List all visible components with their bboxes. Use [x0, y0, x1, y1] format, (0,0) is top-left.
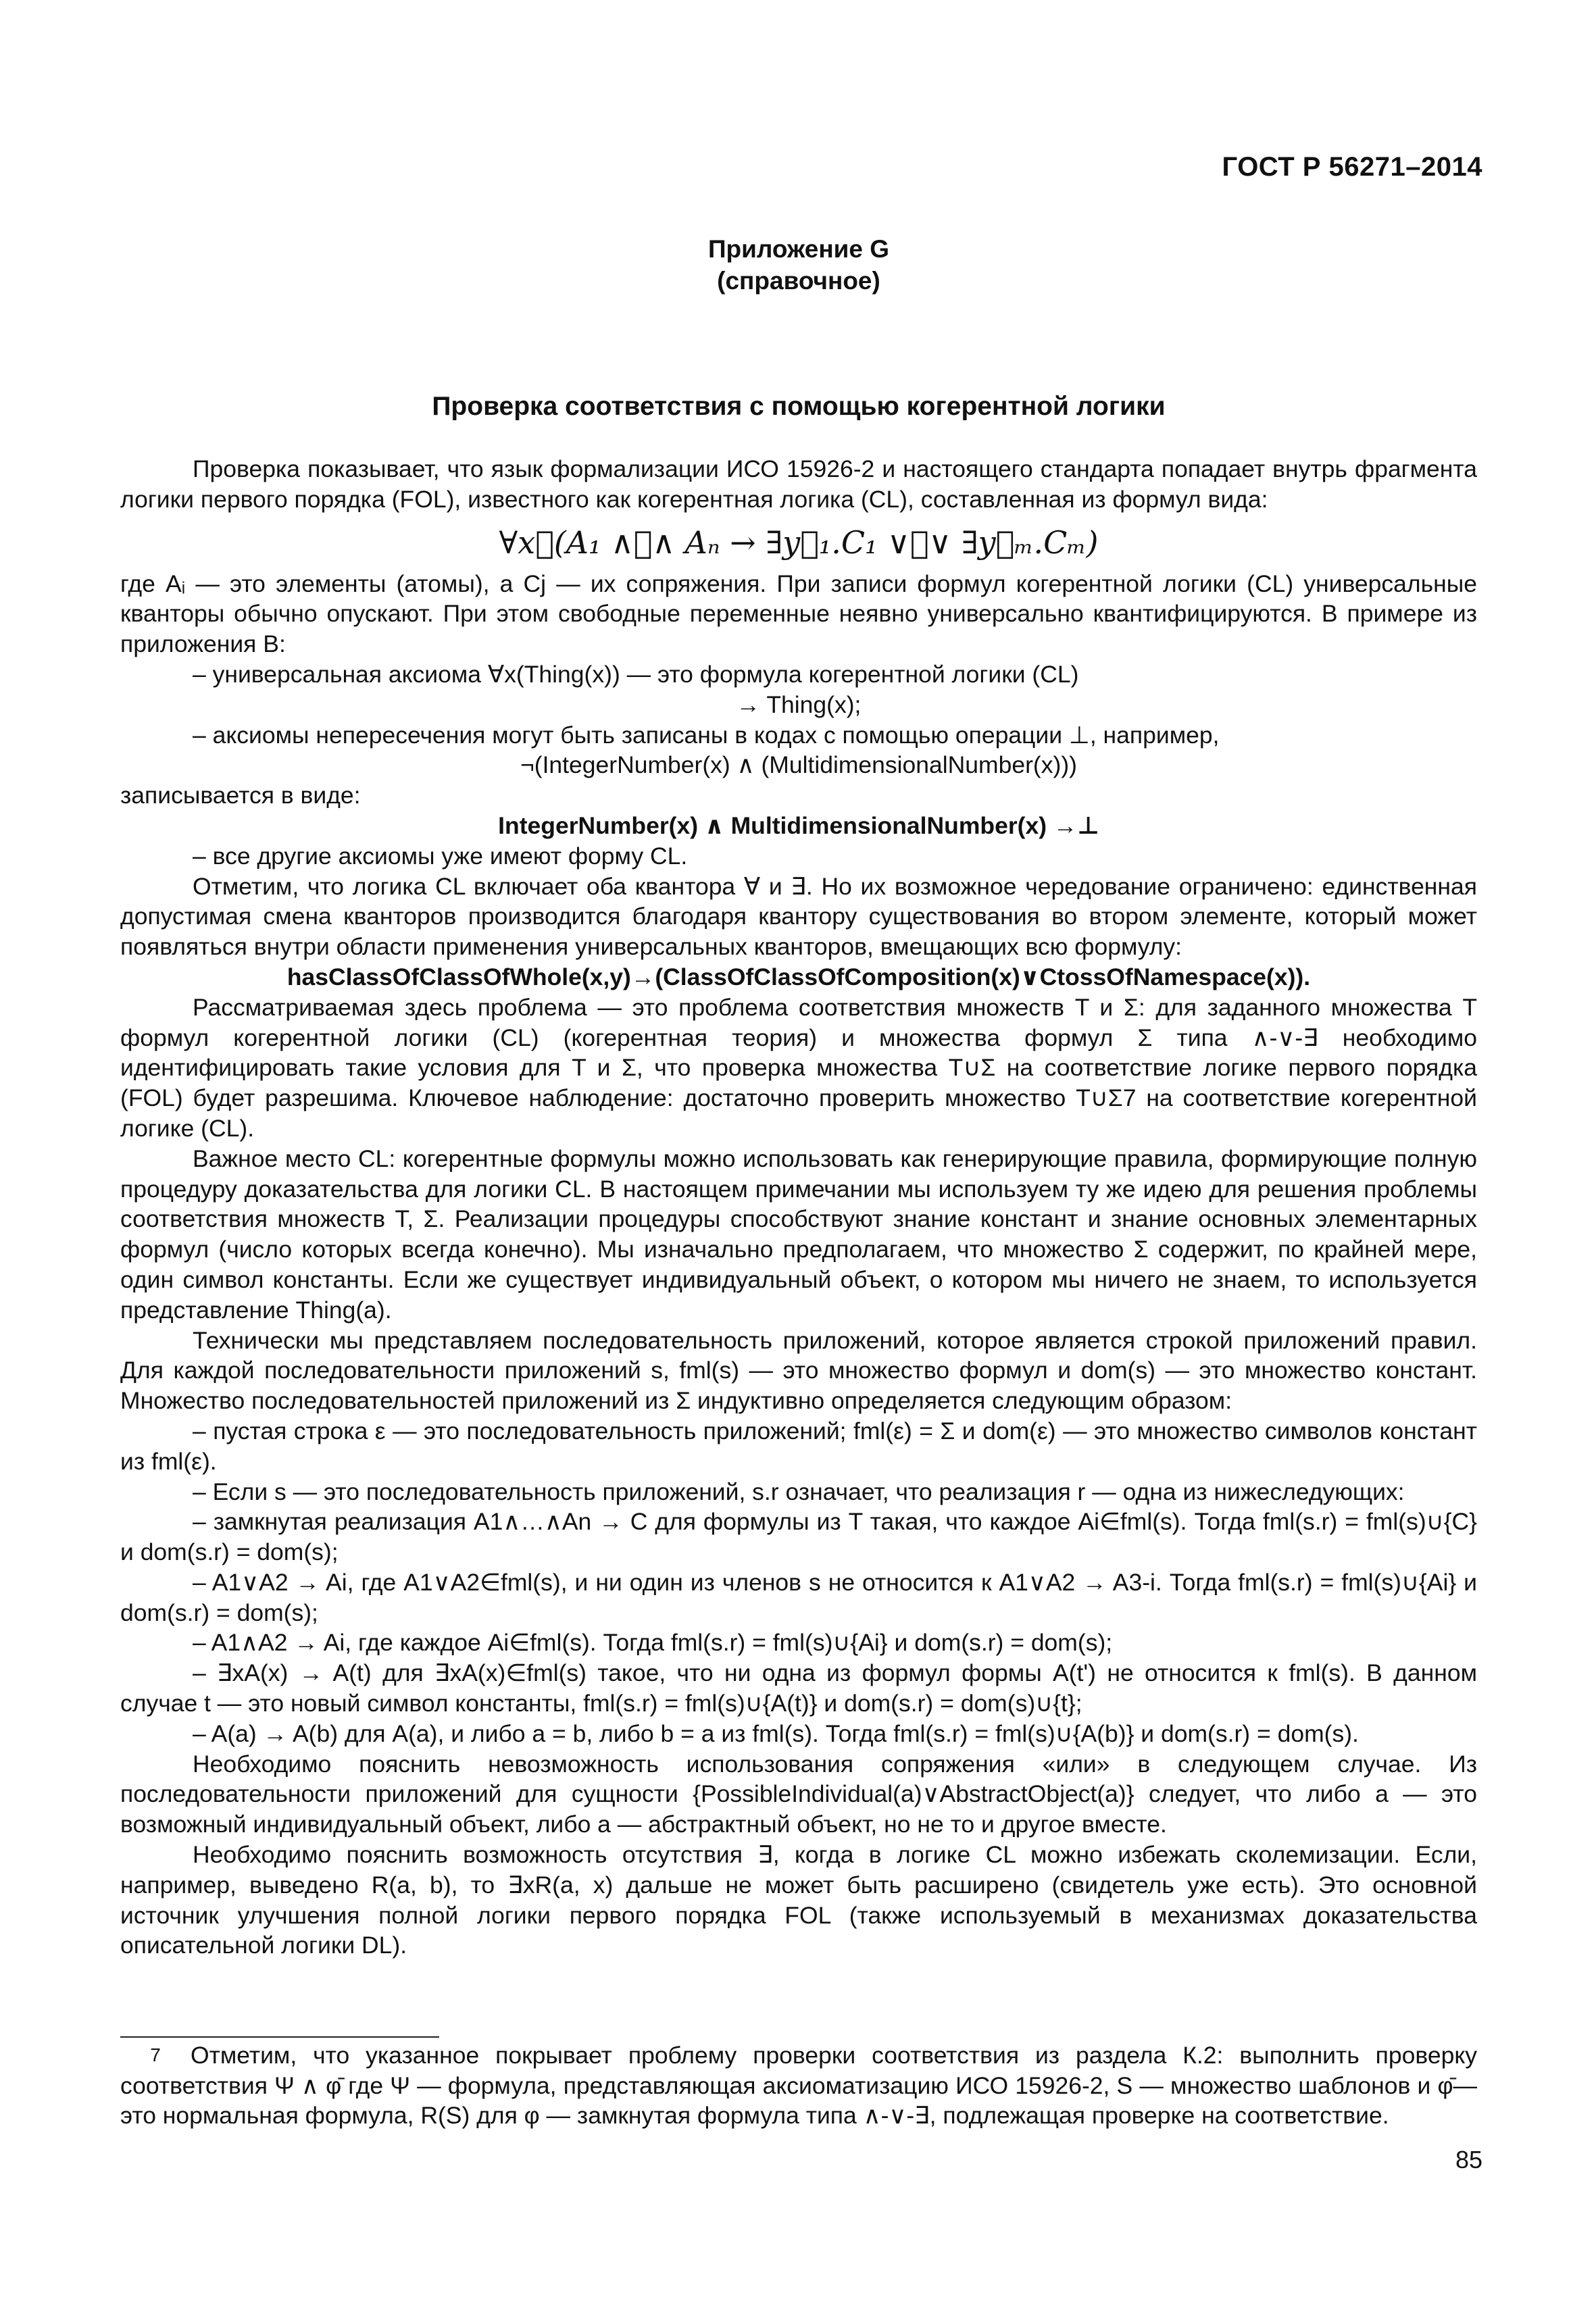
list-item: – A(a) → A(b) для A(a), и либо a = b, либо b = a из fml(s). Тогда fml(s.r) = fml(s)∪{A(b)} и dom(s.r) = dom(s).: [193, 1719, 1359, 1747]
formula-line: hasClassOfClassOfWhole(x,y)→(ClassOfClassOfComposition(x)∨CtossOfNamespace(x)).: [286, 963, 1311, 990]
list-item: – все другие аксиомы уже имеют форму CL.: [193, 842, 688, 870]
footnote: [120, 2040, 1477, 2131]
list-item: – универсальная аксиома ∀x(Thing(x)) — это формула когерентной логики (CL): [193, 660, 1079, 688]
paragraph: где Aᵢ — это элементы (атомы), а Cj — их сопряжения. При записи формул когерентной логики (CL) универсальные кванторы обычно опускают. При этом свободные переменные неявно универсально квантифицируются. В примере из приложения В:: [120, 570, 1477, 658]
page-number: 85: [1455, 2146, 1482, 2173]
section-title: Проверка соответствия с помощью когерентной логики: [432, 392, 1166, 421]
list-item: – аксиомы непересечения могут быть записаны в кодах с помощью операции ⊥, например,: [193, 721, 1220, 749]
paragraph: Технически мы представляем последовательность приложений, которое является строкой приложений правил. Для каждой последовательности приложений s, fml(s) — это множество формул и dom(s) — это множество констант. Множество последовательностей приложений из Σ индуктивно определяется следующим образом:: [120, 1326, 1477, 1415]
formula-line: IntegerNumber(x) ∧ MultidimensionalNumber(x) →⊥: [498, 811, 1099, 839]
standard-header: ГОСТ Р 56271–2014: [1222, 152, 1482, 182]
paragraph: Проверка показывает, что язык формализации ИСО 15926-2 и настоящего стандарта попадает внутрь фрагмента логики первого порядка (FOL), известного как когерентная логика (CL), составленная из формул вида:: [120, 455, 1477, 513]
footnote-text: Отметим, что указанное покрывает проблему проверки соответствия из раздела К.2: выполнить проверку соответствия Ψ ∧ φ̄ где Ψ — формула, представляющая аксиоматизацию ИСО 15926-2, S — множество шаблонов и φ̄— это нормальная формула, R(S) для φ — замкнутая формула типа ∧-∨-∃, подлежащая проверке на соответствие.: [120, 2042, 1477, 2129]
list-item: – A1∨A2 → Ai, где A1∨A2∈fml(s), и ни один из членов s не относится к A1∨A2 → A3-i. Тогда fml(s.r) = fml(s)∪{Ai} и dom(s.r) = dom(s);: [120, 1568, 1477, 1626]
formula-main: ∀x⃗(A₁ ∧⋯∧ Aₙ → ∃y⃗₁.C₁ ∨⋯∨ ∃y⃗ₘ.Cₘ): [499, 524, 1099, 561]
footnote-number: 7: [150, 2044, 161, 2065]
appendix-type: (справочное): [717, 267, 880, 295]
paragraph: Рассматриваемая здесь проблема — это проблема соответствия множеств T и Σ: для заданного множества T формул когерентной логики (CL) (когерентная теория) и множества формул Σ типа ∧-∨-∃ необходимо идентифицировать такие условия для T и Σ, что проверка множества T∪Σ на соответствие логике первого порядка (FOL) будет разрешима. Ключевое наблюдение: достаточно проверить множество T∪Σ7 на соответствие когерентной логике (CL).: [120, 993, 1477, 1142]
footnote-separator: [120, 2036, 439, 2038]
formula-line: → Thing(x);: [736, 690, 862, 718]
list-item: – замкнутая реализация A1∧…∧An → C для формулы из T такая, что каждое Ai∈fml(s). Тогда fml(s.r) = fml(s)∪{C} и dom(s.r) = dom(s);: [120, 1508, 1477, 1566]
list-item: – Если s — это последовательность приложений, s.r означает, что реализация r — одна из нижеследующих:: [193, 1478, 1405, 1505]
paragraph: Важное место CL: когерентные формулы можно использовать как генерирующие правила, формирующие полную процедуру доказательства для логики CL. В настоящем примечании мы используем ту же идею для решения проблемы соответствия множеств T, Σ. Реализации процедуры способствуют знание констант и знание основных элементарных формул (число которых всегда конечно). Мы изначально предполагаем, что множество Σ содержит, по крайней мере, один символ константы. Если же существует индивидуальный объект, о котором мы ничего не знаем, то используется представление Thing(a).: [120, 1145, 1477, 1324]
appendix-label: Приложение G: [707, 235, 890, 263]
list-item: – пустая строка ε — это последовательность приложений; fml(ε) = Σ и dom(ε) — это множество символов констант из fml(ε).: [120, 1417, 1477, 1475]
body-text: [120, 454, 1477, 1961]
paragraph: записывается в виде:: [120, 782, 361, 809]
list-item: – A1∧A2 → Ai, где каждое Ai∈fml(s). Тогда fml(s.r) = fml(s)∪{Ai} и dom(s.r) = dom(s);: [193, 1629, 1113, 1657]
paragraph: Отметим, что логика CL включает оба квантора ∀ и ∃. Но их возможное чередование ограничено: единственная допустимая смена кванторов производится благодаря квантору существования во втором элементе, который может появляться внутри области применения универсальных кванторов, вмещающих всю формулу:: [120, 872, 1477, 961]
paragraph: Необходимо пояснить возможность отсутствия ∃, когда в логике CL можно избежать сколемизации. Если, например, выведено R(a, b), то ∃xR(a, x) дальше не может быть расширено (свидетель уже есть). Это основной источник улучшения полной логики первого порядка FOL (также используемый в механизмах доказательства описательной логики DL).: [120, 1841, 1477, 1959]
formula-line: ¬(IntegerNumber(x) ∧ (MultidimensionalNumber(x))): [520, 751, 1077, 779]
list-item: – ∃xA(x) → A(t) для ∃xA(x)∈fml(s) такое, что ни одна из формул формы A(t') не относится к fml(s). В данном случае t — это новый символ константы, fml(s.r) = fml(s)∪{A(t)} и dom(s.r) = dom(s)∪{t};: [120, 1659, 1477, 1717]
paragraph: Необходимо пояснить невозможность использования сопряжения «или» в следующем случае. Из последовательности приложений для сущности {PossibleIndividual(a)∨AbstractObject(a)} следует, что либо a — это возможный индивидуальный объект, либо a — абстрактный объект, но не то и другое вместе.: [120, 1750, 1477, 1838]
